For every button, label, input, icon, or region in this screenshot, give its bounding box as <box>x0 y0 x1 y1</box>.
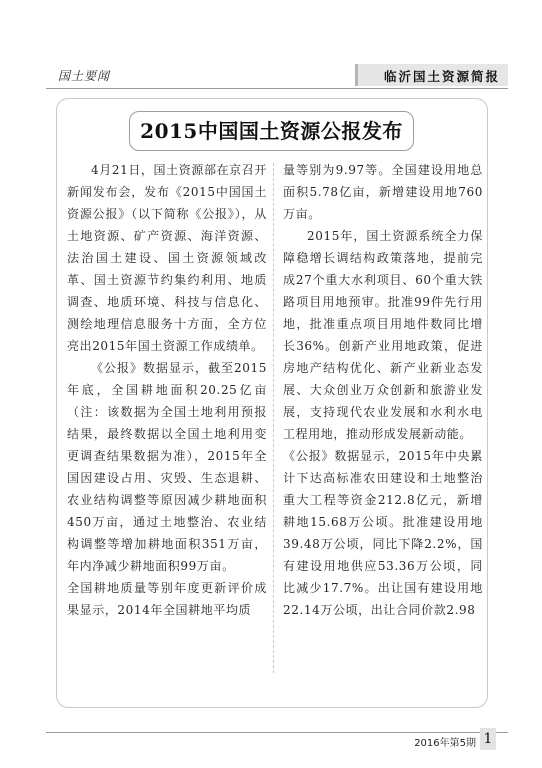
paragraph: 《公报》数据显示，截至2015年底，全国耕地面积20.25亿亩（注：该数据为全国土地利用预报结果，最终数据以全国土地利用变更调查结果数据为准），2015年全国因建设占用、灾毁、生态退耕、农业结构调整等原因减少耕地面积450万亩，通过土地整治、农业结构调整等增加耕地面积351万亩，年内净减少耕地面积99万亩。 <box>67 361 267 573</box>
article-title-box <box>129 111 414 151</box>
page-number: 1 <box>480 728 496 750</box>
paragraph: 2015年，国土资源系统全力保障稳增长调结构政策落地，提前完成27个重大水利项目、60个重大铁路项目用地预审。批准99件先行用地，批准重点项目用地件数同比增长36%。创新产业用地政策，促进房地产结构优化、新产业新业态发展、大众创业万众创新和旅游业发展，支持现代农业发展和水利水电工程用地，推动形成发展新动能。 <box>283 229 483 441</box>
paragraph: 全国耕地质量等别年度更新评价成果显示，2014年全国耕地平均质 <box>67 581 267 617</box>
paragraph: 《公报》数据显示，2015年中央累计下达高标准农田建设和土地整治重大工程等资金212.8亿元，新增耕地15.68万公顷。批准建设用地39.48万公顷，同比下降2.2%，国有建设用地供应53.36万公顷，同比减少17.7%。出让国有建设用地22.14万公顷，出让合同价款2.98 <box>283 449 483 617</box>
running-header <box>46 64 508 86</box>
paragraph: 4月21日，国土资源部在京召开新闻发布会，发布《2015中国国土资源公报》（以下简称《公报》），从土地资源、矿产资源、海洋资源、法治国土建设、国土资源领域改革、国土资源节约集约利用、地质调查、地质环境、科技与信息化、测绘地理信息服务十方面，全方位亮出2015年国土资源工作成绩单。 <box>67 163 267 353</box>
column-divider <box>273 163 274 673</box>
article-title: 2015中国国土资源公报发布 <box>140 119 403 143</box>
paragraph: 量等别为9.97等。全国建设用地总面积5.78亿亩，新增建设用地760万亩。 <box>283 163 483 221</box>
footer-rule <box>46 732 508 733</box>
article-column-right <box>283 159 483 621</box>
issue-label: 2016年第5期 <box>414 738 476 749</box>
publication-tab <box>355 64 508 86</box>
section-label: 国土要闻 <box>58 69 111 83</box>
article-column-left <box>67 159 267 621</box>
header-rule <box>46 88 508 89</box>
publication-name: 临沂国土资源简报 <box>383 69 500 84</box>
